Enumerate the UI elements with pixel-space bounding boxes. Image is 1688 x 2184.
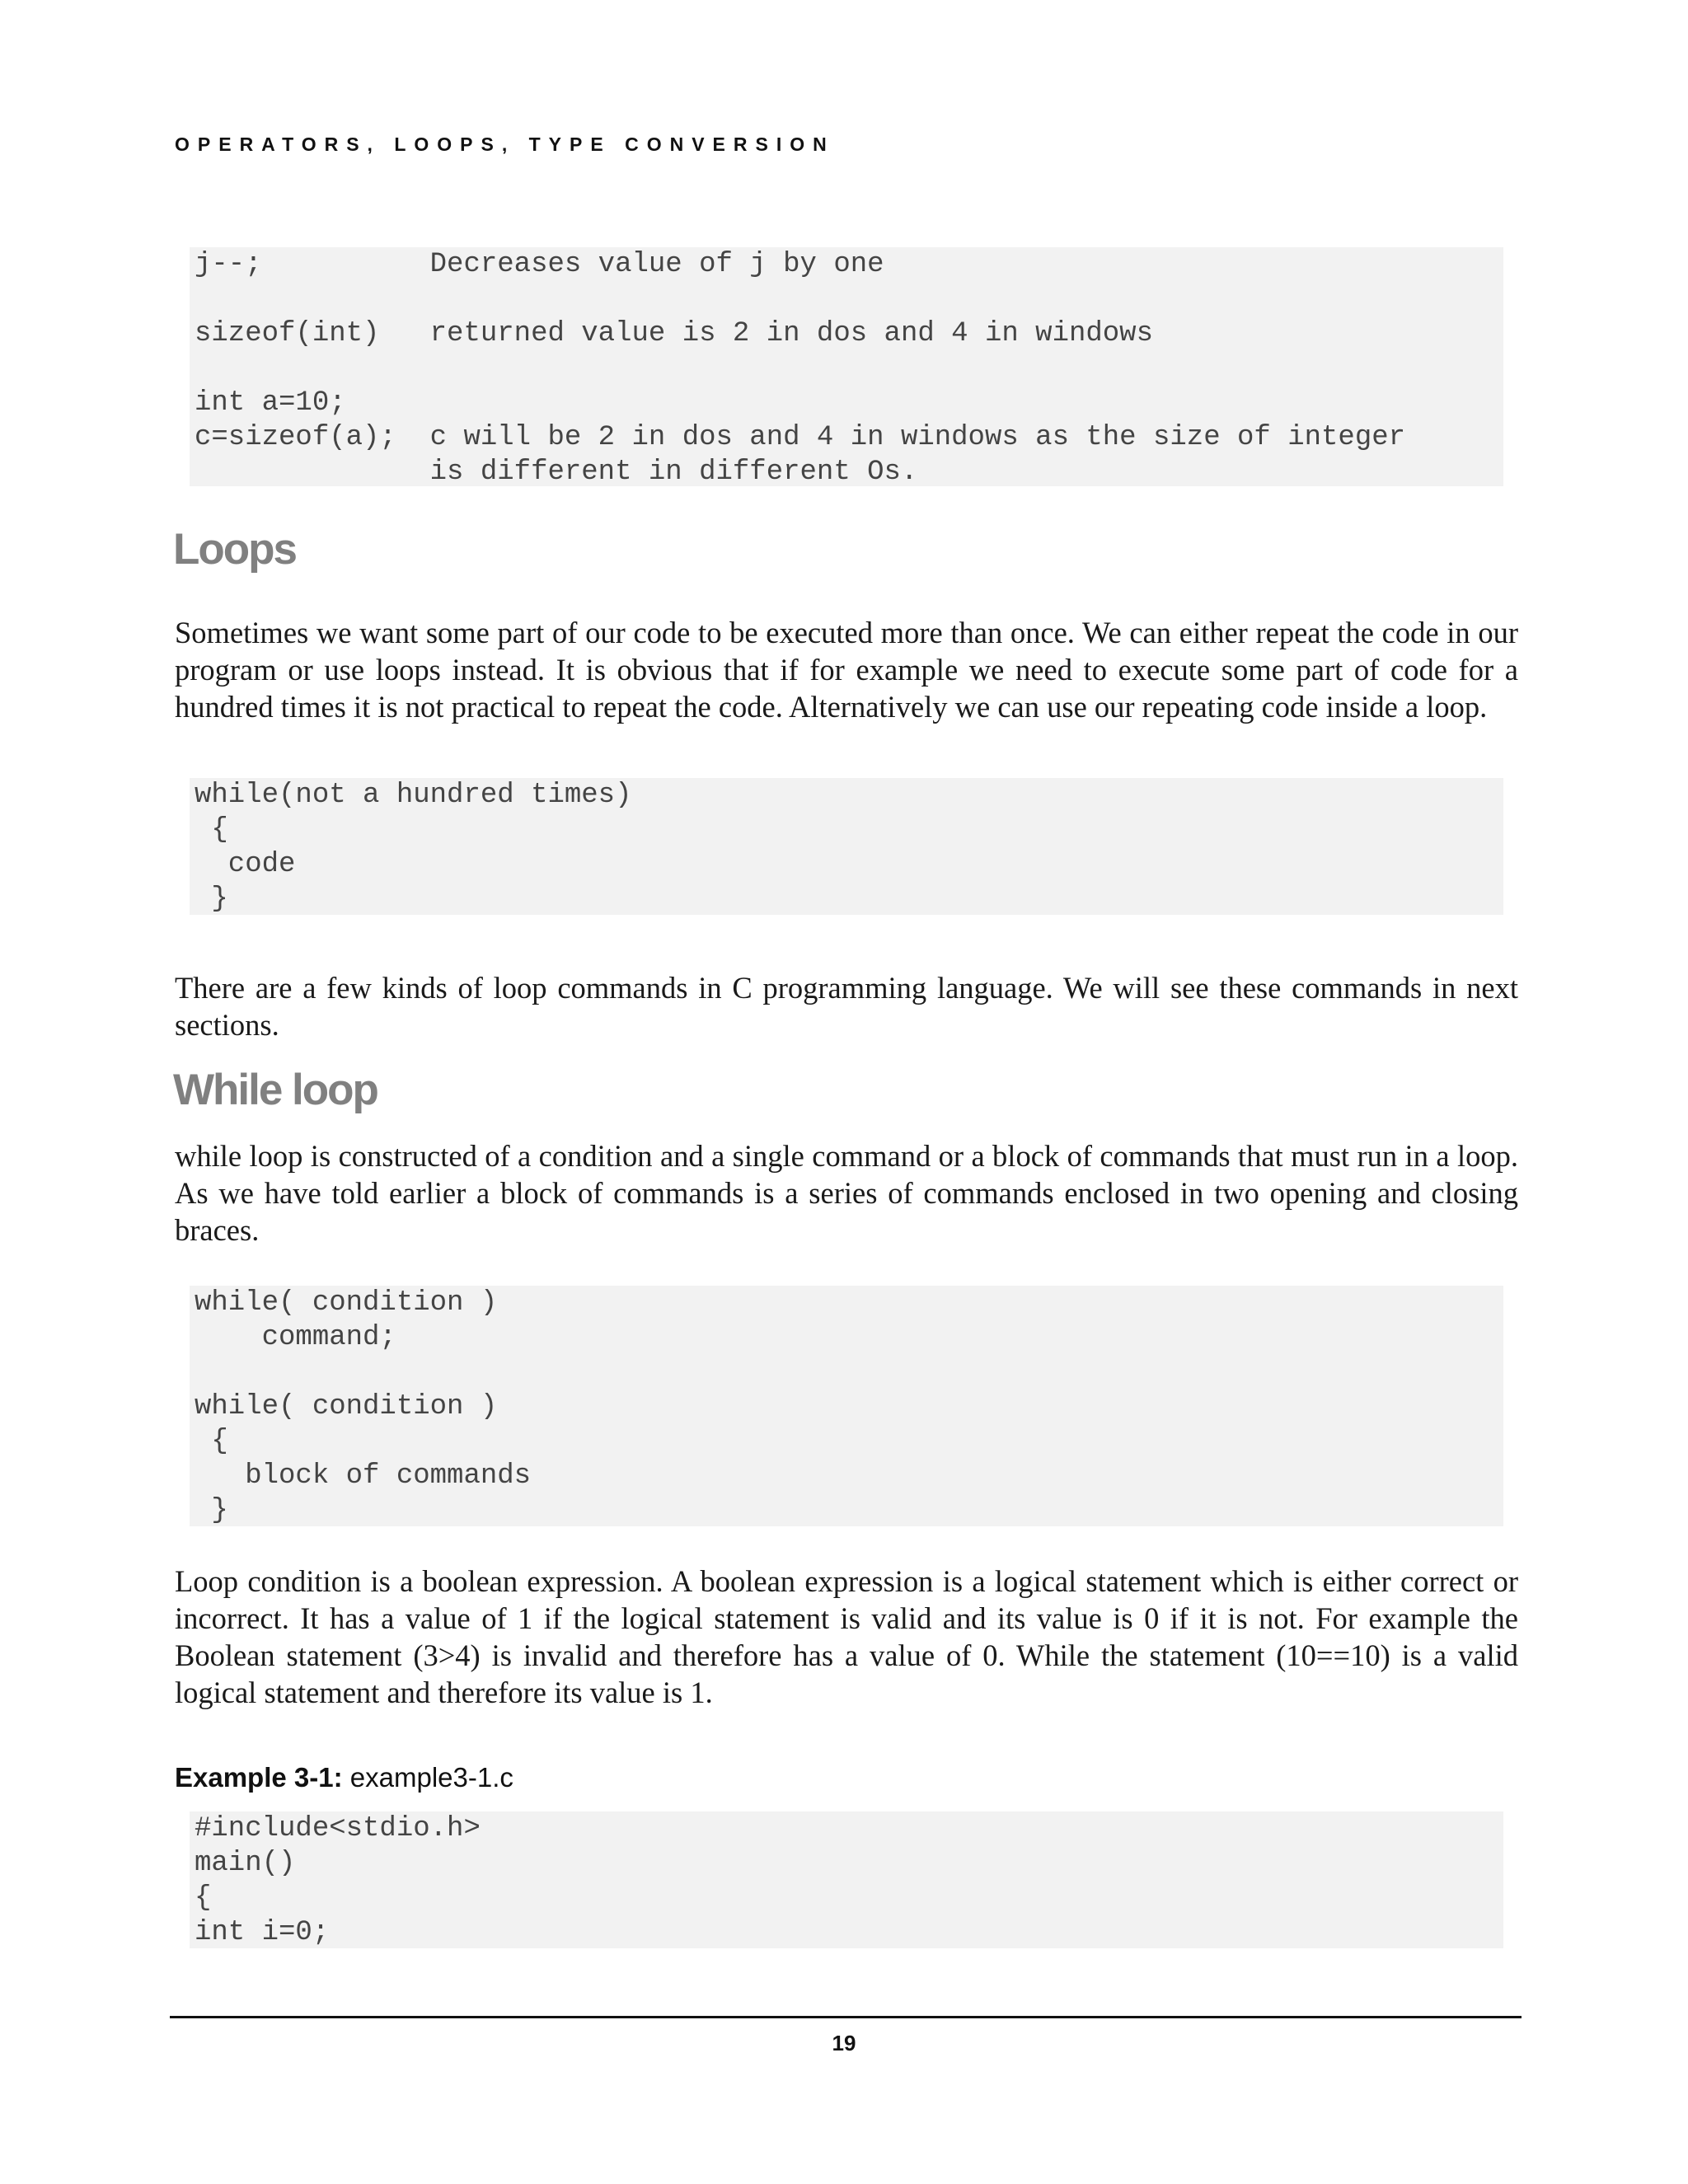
footer-rule [170, 2016, 1522, 2018]
paragraph-loop-kinds: There are a few kinds of loop commands in C programming language. We will see these commands in next sections. [175, 971, 1518, 1042]
code-block-while-syntax: while( condition ) command; while( condition ) { block of commands } [190, 1286, 1503, 1526]
example-caption-file: example3-1.c [349, 1762, 513, 1793]
code-block-loop-pseudo: while(not a hundred times) { code } [190, 778, 1503, 915]
paragraph-while-intro: while loop is constructed of a condition and a single command or a block of commands that must run in a loop. As we have told earlier a block of commands is a series of commands enclosed in two opening and closing braces. [175, 1139, 1518, 1247]
example-caption [175, 1762, 513, 1793]
page-number: 19 [832, 2031, 856, 2055]
running-head: OPERATORS, LOOPS, TYPE CONVERSION [175, 134, 835, 155]
example-caption-label: Example 3-1: [175, 1762, 343, 1793]
code-block-operators: j--; Decreases value of j by one sizeof(int) returned value is 2 in dos and 4 in windows int a=10; c=sizeof(a); c will be 2 in dos and 4 in windows as the size of integer is different in different Os. [190, 247, 1503, 486]
heading-loops: Loops [173, 525, 296, 574]
code-block-example: #include<stdio.h> main() { int i=0; [190, 1811, 1503, 1948]
paragraph-condition: Loop condition is a boolean expression. A boolean expression is a logical statement which is either correct or incorrect. It has a value of 1 if the logical statement is valid and its value is 0 if it is not. For example the Boolean statement (3>4) is invalid and therefore has a value of 0. While the statement (10==10) is a valid logical statement and therefore its value is 1. [175, 1564, 1518, 1709]
paragraph-loops-intro: Sometimes we want some part of our code to be executed more than once. We can either repeat the code in our program or use loops instead. It is obvious that if for example we need to execute some part of code for a hundred times it is not practical to repeat the code. Alternatively we can use our repeating code inside a loop. [175, 616, 1518, 724]
heading-while-loop: While loop [173, 1066, 377, 1114]
